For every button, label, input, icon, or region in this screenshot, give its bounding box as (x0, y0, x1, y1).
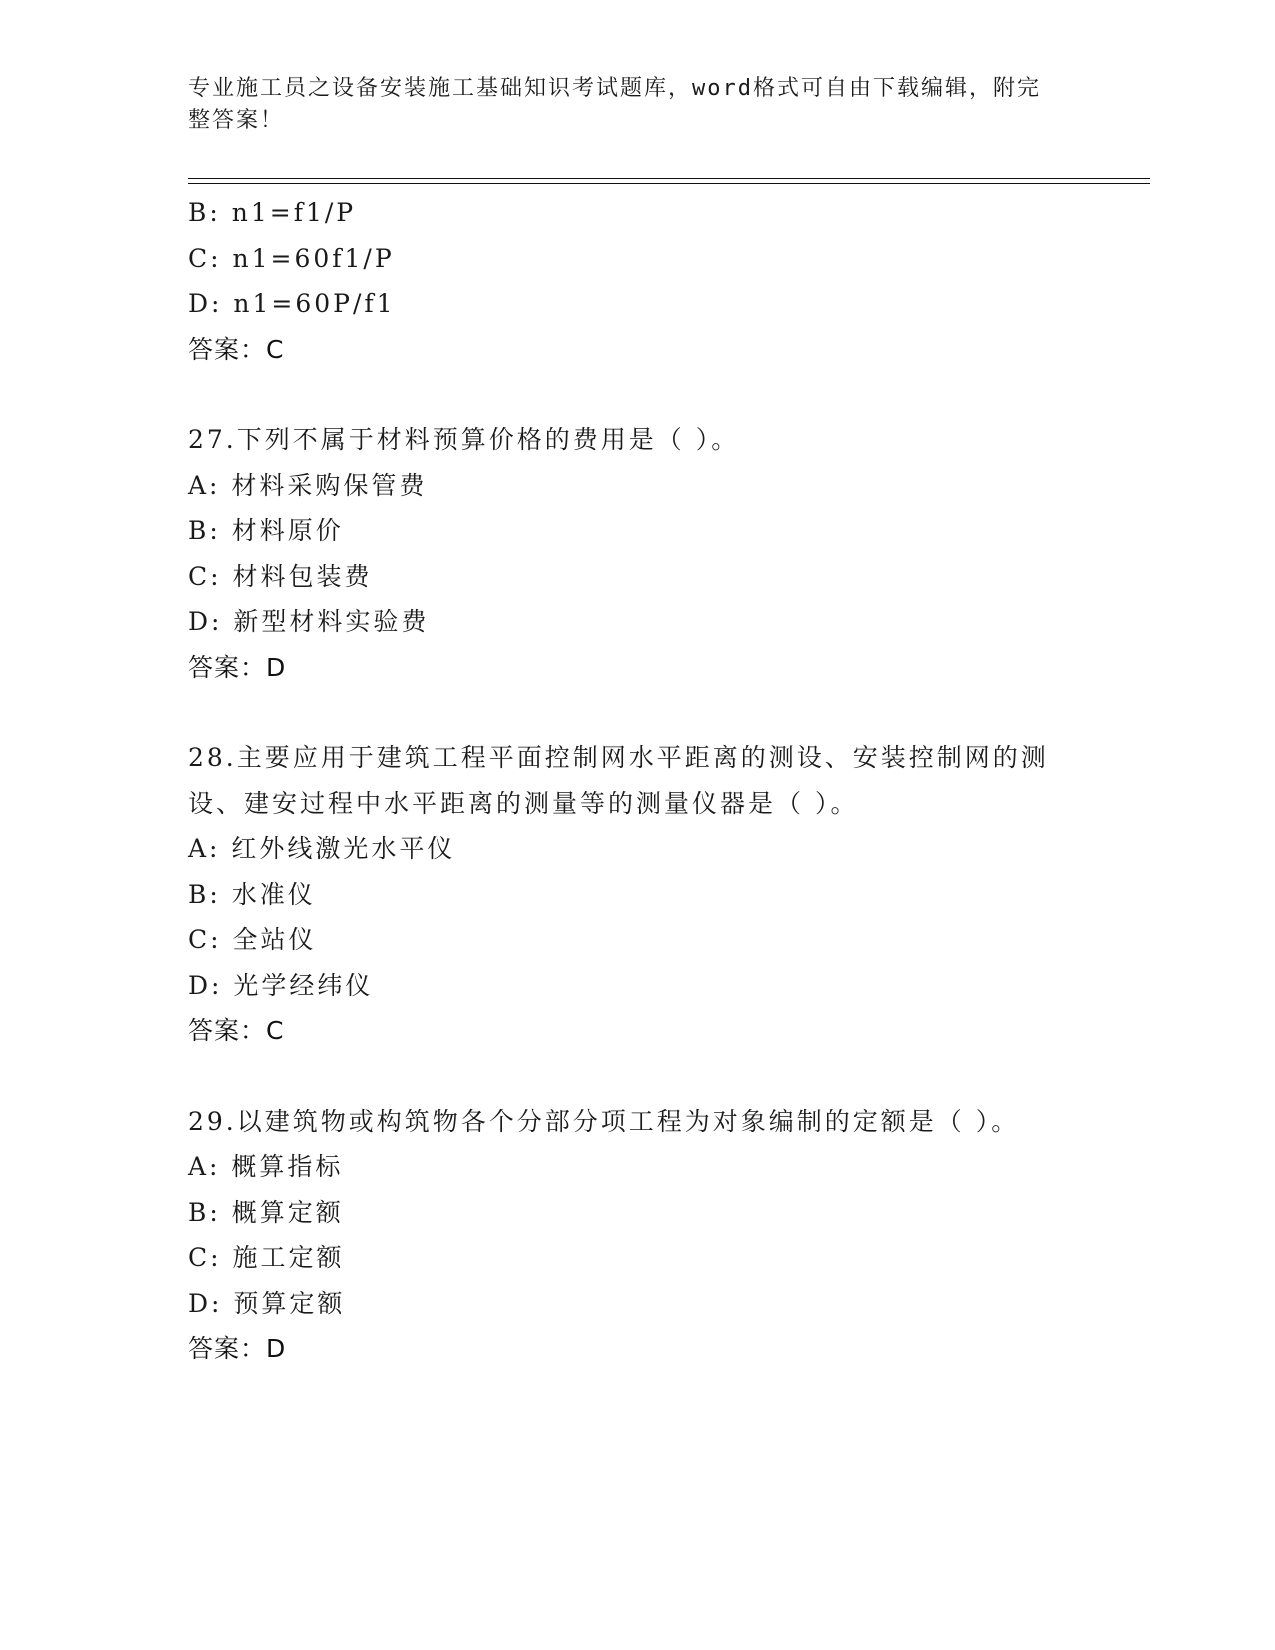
question-spacer (188, 372, 1088, 417)
question-spacer (188, 1054, 1088, 1099)
document-header (188, 73, 1068, 137)
option-a: A: 红外线激光水平仪 (188, 834, 456, 863)
option-a: A: 材料采购保管费 (188, 470, 428, 500)
question-block-29 (188, 1099, 1088, 1372)
option-b: B: n1=f1/P (188, 198, 357, 227)
question-block-28 (188, 735, 1088, 1054)
question-stem-line: 29.以建筑物或构筑物各个分部分项工程为对象编制的定额是（ ）。 (188, 1106, 1020, 1136)
question-stem-line: 27.下列不属于材料预算价格的费用是（ ）。 (188, 425, 740, 454)
header-line-1: 专业施工员之设备安装施工基础知识考试题库，word格式可自由下载编辑，附完 (188, 76, 1041, 101)
question-block-continued (188, 190, 1088, 372)
option-c: C: n1=60f1/P (188, 243, 395, 273)
question-list (188, 190, 1088, 1372)
option-d: D: 预算定额 (188, 1288, 346, 1318)
answer-line: 答案：C (188, 334, 285, 364)
header-line-2: 整答案！ (188, 108, 285, 133)
question-block-27 (188, 417, 1088, 690)
option-d: D: n1=60P/f1 (188, 289, 396, 318)
question-stem (188, 417, 1088, 463)
answer-line: 答案：C (188, 1016, 285, 1045)
question-stem-line: 设、建安过程中水平距离的测量等的测量仪器是（ ）。 (188, 788, 859, 818)
answer-line: 答案：D (188, 1334, 287, 1363)
option-b: B: 材料原价 (188, 516, 344, 545)
option-c: C: 全站仪 (188, 925, 317, 954)
answer-line: 答案：D (188, 652, 287, 682)
option-d: D: 新型材料实验费 (188, 607, 430, 636)
question-stem-line: 28.主要应用于建筑工程平面控制网水平距离的测设、安装控制网的测 (188, 743, 1049, 772)
header-rule-bottom (188, 183, 1150, 184)
option-c: C: 材料包装费 (188, 561, 373, 591)
option-a: A: 概算指标 (188, 1152, 344, 1181)
option-c: C: 施工定额 (188, 1243, 345, 1272)
header-rule-top (188, 178, 1150, 179)
option-d: D: 光学经纬仪 (188, 970, 374, 1000)
question-stem (188, 735, 1088, 826)
option-b: B: 概算定额 (188, 1197, 344, 1227)
question-stem (188, 1099, 1088, 1145)
question-spacer (188, 690, 1088, 735)
option-b: B: 水准仪 (188, 879, 316, 909)
